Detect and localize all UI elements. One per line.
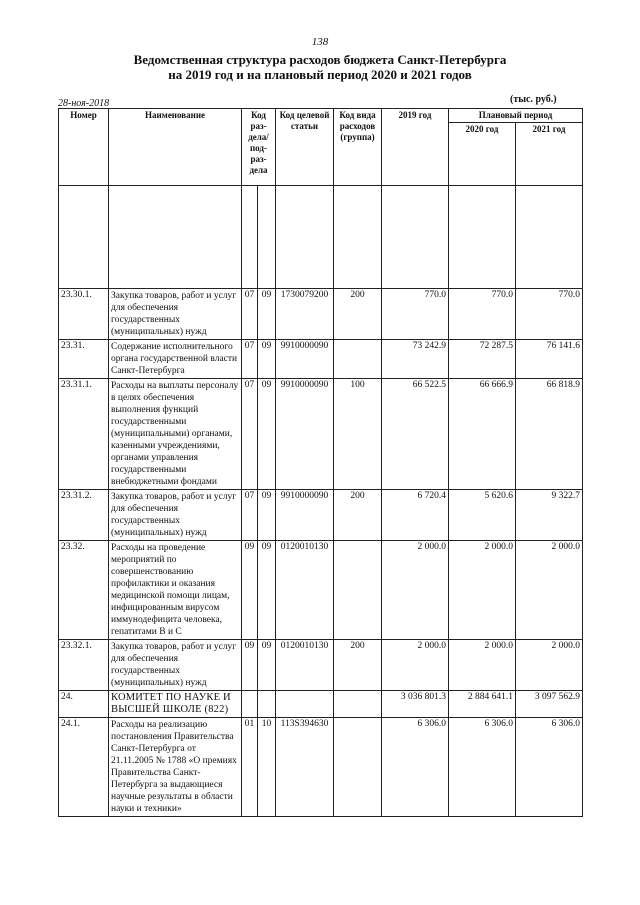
cell-rz: 01 bbox=[242, 718, 258, 817]
cell-prz bbox=[258, 691, 276, 718]
cell-num: 23.31.1. bbox=[59, 379, 109, 490]
cell-target: 0120010130 bbox=[276, 541, 334, 640]
unit-label: (тыс. руб.) bbox=[510, 94, 557, 105]
cell-num: 23.30.1. bbox=[59, 289, 109, 340]
cell-y2020: 66 666.9 bbox=[449, 379, 516, 490]
cell-y2020: 2 000.0 bbox=[449, 541, 516, 640]
cell-y2021: 76 141.6 bbox=[516, 340, 583, 379]
cell-target: 9910000090 bbox=[276, 490, 334, 541]
cell-vr: 200 bbox=[334, 289, 382, 340]
cell-prz: 09 bbox=[258, 541, 276, 640]
cell-num: 23.32. bbox=[59, 541, 109, 640]
cell-y2019: 6 720.4 bbox=[382, 490, 449, 541]
cell-prz: 09 bbox=[258, 340, 276, 379]
cell-prz: 09 bbox=[258, 289, 276, 340]
header-expense-type: Код вида расходов (группа) bbox=[334, 109, 382, 186]
table-row bbox=[59, 691, 583, 718]
header-2021: 2021 год bbox=[516, 123, 583, 186]
cell-y2020: 6 306.0 bbox=[449, 718, 516, 817]
table-row bbox=[59, 379, 583, 490]
document-date: 28-ноя-2018 bbox=[58, 98, 110, 109]
cell-y2019: 66 522.5 bbox=[382, 379, 449, 490]
page-number: 138 bbox=[311, 36, 329, 48]
cell-y2021: 2 000.0 bbox=[516, 640, 583, 691]
header-planned: Плановый период bbox=[449, 109, 583, 123]
cell-prz: 10 bbox=[258, 718, 276, 817]
cell-rz: 07 bbox=[242, 379, 258, 490]
cell-name: КОМИТЕТ ПО НАУКЕ И ВЫСШЕЙ ШКОЛЕ (822) bbox=[109, 691, 242, 718]
header-target: Код целевой статьи bbox=[276, 109, 334, 186]
cell-name: Расходы на выплаты персоналу в целях обеспечения выполнения функций государственными (муниципальными) органами, казенными учреждениями, органами управления государственными внебюджетными фондами bbox=[109, 379, 242, 490]
header-name: Наименование bbox=[109, 109, 242, 186]
cell-y2020: 2 884 641.1 bbox=[449, 691, 516, 718]
cell-target: 113S394630 bbox=[276, 718, 334, 817]
cell-y2019: 2 000.0 bbox=[382, 640, 449, 691]
cell-rz bbox=[242, 691, 258, 718]
cell-num: 23.32.1. bbox=[59, 640, 109, 691]
cell-num: 23.31.2. bbox=[59, 490, 109, 541]
cell-name: Закупка товаров, работ и услуг для обеспечения государственных (муниципальных) нужд bbox=[109, 289, 242, 340]
cell-vr: 100 bbox=[334, 379, 382, 490]
cell-vr bbox=[334, 340, 382, 379]
header-number: Номер bbox=[59, 109, 109, 186]
cell-vr: 200 bbox=[334, 640, 382, 691]
table-row bbox=[59, 640, 583, 691]
cell-vr: 200 bbox=[334, 490, 382, 541]
cell-y2021: 66 818.9 bbox=[516, 379, 583, 490]
cell-num: 23.31. bbox=[59, 340, 109, 379]
header-section: Код раз-дела/ под-раз-дела bbox=[242, 109, 276, 186]
cell-target: 9910000090 bbox=[276, 340, 334, 379]
cell-num: 24. bbox=[59, 691, 109, 718]
title-line-2: на 2019 год и на плановый период 2020 и 2021 годов bbox=[168, 67, 472, 82]
cell-y2020: 72 287.5 bbox=[449, 340, 516, 379]
cell-target bbox=[276, 691, 334, 718]
header-row bbox=[59, 109, 583, 123]
budget-table bbox=[58, 108, 583, 817]
cell-name: Расходы на проведение мероприятий по совершенствованию профилактики и оказания медицинской помощи лицам, инфицированным вирусом иммунодефицита человека, гепатитами В и С bbox=[109, 541, 242, 640]
cell-y2019: 770.0 bbox=[382, 289, 449, 340]
table-body bbox=[59, 289, 583, 817]
cell-prz: 09 bbox=[258, 640, 276, 691]
cell-y2019: 73 242.9 bbox=[382, 340, 449, 379]
cell-y2020: 5 620.6 bbox=[449, 490, 516, 541]
header-2019: 2019 год bbox=[382, 109, 449, 186]
cell-prz: 09 bbox=[258, 490, 276, 541]
cell-rz: 07 bbox=[242, 340, 258, 379]
cell-y2021: 9 322.7 bbox=[516, 490, 583, 541]
cell-y2021: 3 097 562.9 bbox=[516, 691, 583, 718]
cell-name: Расходы на реализацию постановления Правительства Санкт-Петербурга от 21.11.2005 № 1788 «О премиях Правительства Санкт-Петербурга за выдающиеся научные результаты в области науки и техники» bbox=[109, 718, 242, 817]
cell-vr bbox=[334, 691, 382, 718]
cell-vr bbox=[334, 718, 382, 817]
table-row bbox=[59, 340, 583, 379]
cell-num: 24.1. bbox=[59, 718, 109, 817]
cell-name: Закупка товаров, работ и услуг для обеспечения государственных (муниципальных) нужд bbox=[109, 490, 242, 541]
cell-rz: 07 bbox=[242, 490, 258, 541]
cell-prz: 09 bbox=[258, 379, 276, 490]
header-spacer-row bbox=[59, 186, 583, 289]
cell-target: 0120010130 bbox=[276, 640, 334, 691]
table-row bbox=[59, 541, 583, 640]
table-row bbox=[59, 289, 583, 340]
title-line-1: Ведомственная структура расходов бюджета Санкт-Петербурга bbox=[133, 52, 507, 67]
cell-y2019: 6 306.0 bbox=[382, 718, 449, 817]
cell-y2021: 770.0 bbox=[516, 289, 583, 340]
header-2020: 2020 год bbox=[449, 123, 516, 186]
cell-target: 1730079200 bbox=[276, 289, 334, 340]
cell-y2020: 770.0 bbox=[449, 289, 516, 340]
cell-rz: 09 bbox=[242, 541, 258, 640]
cell-name: Закупка товаров, работ и услуг для обеспечения государственных (муниципальных) нужд bbox=[109, 640, 242, 691]
table-row bbox=[59, 490, 583, 541]
cell-y2019: 2 000.0 bbox=[382, 541, 449, 640]
cell-y2021: 2 000.0 bbox=[516, 541, 583, 640]
cell-rz: 09 bbox=[242, 640, 258, 691]
table-row bbox=[59, 718, 583, 817]
cell-rz: 07 bbox=[242, 289, 258, 340]
cell-y2020: 2 000.0 bbox=[449, 640, 516, 691]
document-title bbox=[60, 52, 580, 82]
cell-name: Содержание исполнительного органа государственной власти Санкт-Петербурга bbox=[109, 340, 242, 379]
cell-y2019: 3 036 801.3 bbox=[382, 691, 449, 718]
cell-y2021: 6 306.0 bbox=[516, 718, 583, 817]
cell-vr bbox=[334, 541, 382, 640]
cell-target: 9910000090 bbox=[276, 379, 334, 490]
